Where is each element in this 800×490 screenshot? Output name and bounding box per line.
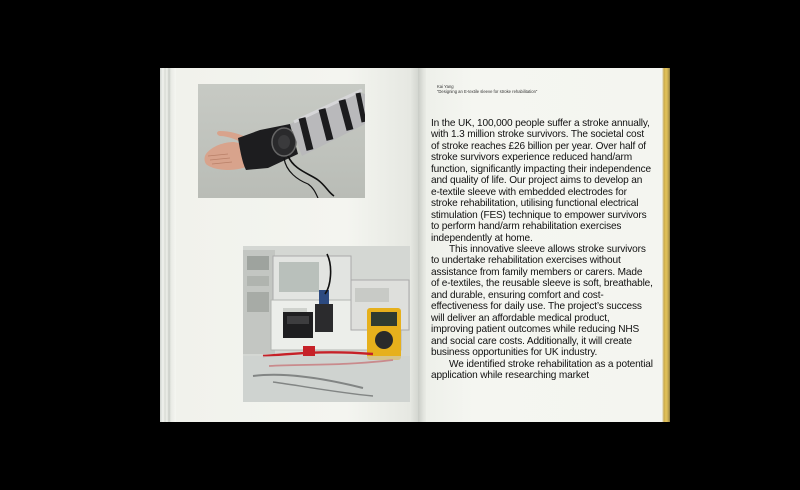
photo-lab-equipment <box>243 246 410 402</box>
running-head <box>437 84 637 95</box>
photo-arm-sleeve <box>198 84 365 198</box>
left-page-edges <box>160 68 176 422</box>
paragraph-1: In the UK, 100,000 people suffer a stroke annually, with 1.3 million stroke survivors. The societal cost of stroke reaches £26 billion per year. Over half of stroke survivors experience reduced hand/arm function, significantly impacting their independence and quality of life. Our project aims to develop an e-textile sleeve with embedded electrodes for stroke rehabilitation, utilising functional electrical stimulation (FES) technique to empower survivors to perform hand/arm rehabilitation exercises independently at home. <box>431 118 652 244</box>
header-title: “Designing an E-textile sleeve for stroke rehabilitation” <box>437 89 538 95</box>
paragraph-2: This innovative sleeve allows stroke survivors to undertake rehabilitation exercises without assistance from family members or carers. Made of e-textiles, the reusable sleeve is soft, breathable, and durable, ensuring comfort and cost-effectiveness for daily use. The project’s success will deliver an affordable medical product, improving patient outcomes while reducing NHS and social care costs. Additionally, it will create business opportunities for UK industry. <box>431 243 653 359</box>
body-text <box>431 118 653 381</box>
paragraph-3: We identified stroke rehabilitation as a potential application while researching market <box>431 358 653 381</box>
header-author: Kai Yang <box>437 84 454 89</box>
right-page-edges <box>662 68 670 422</box>
